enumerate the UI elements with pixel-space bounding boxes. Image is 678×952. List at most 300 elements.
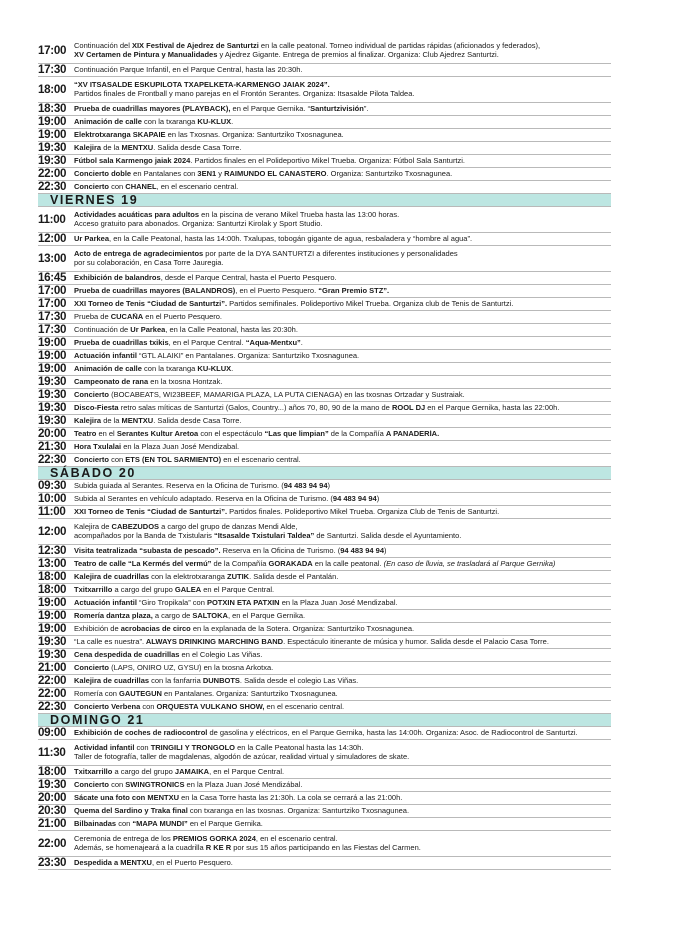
event-text: de la [101,143,122,152]
event-time: 19:00 [38,115,67,129]
event-text: 3EN1 [197,169,217,178]
event-description [73,313,611,322]
event-text: Prueba de [74,312,111,321]
event-description-line [74,523,611,532]
event-description-line [74,66,611,75]
event-description [73,417,611,426]
event-text: (BOCABEATS, WI23BEEF, MAMARIGA PLAZA, LA PUTA CIENAGA) en las txosnas Ortzadar y Sustraiak. [109,390,465,399]
event-text: “GTL ALAIKI” en Pantalanes. Organiza: Santurtziko Txosnagunea. [136,351,360,360]
event-text: Partidos finales de Frontball y mano parejas en el Frontón Serantes. Organiza: Itsasalde Pilota Taldea. [74,89,415,98]
event-text: Actuación infantil [74,351,137,360]
event-text: por sus 15 años participando en las Fiestas del Carmen. [231,843,421,852]
event-text: 94 483 94 94 [283,481,328,490]
event-description-line [74,495,611,504]
event-description-line [74,118,611,127]
event-text: “Las que limpian” [264,429,329,438]
event-row [38,64,611,77]
event-time: 13:00 [38,557,67,571]
event-text: . [231,364,234,373]
event-text: ) [376,494,380,503]
event-text: Fútbol sala Karmengo jaiak 2024 [74,156,191,165]
event-row [38,298,611,311]
event-text: Subida guiada al Serantes. Reserva en la Oficina de Turismo. ( [74,481,284,490]
event-time: 11:00 [38,212,66,226]
event-description [73,638,611,647]
event-description-line [74,794,611,803]
event-text: , en el Parque Central, hasta las 20:30h. [168,65,303,74]
event-text: de la Compañía [328,429,386,438]
event-text: GAUTEGUN [119,689,162,698]
event-text: Subida al Serantes en vehículo adaptado. Reserva en la Oficina de Turismo. ( [74,494,333,503]
event-text: Mendi Alde [258,522,296,531]
event-text: en el Parque Gernika, hasta las 22:00h. [425,403,560,412]
event-description-line [74,105,611,114]
event-row [38,779,611,792]
event-description-line [74,703,611,712]
event-description-line [74,638,611,647]
event-text: CHANEL [125,182,157,191]
event-text: y Ajedrez Gigante. Entrega de premios al finalizar. Organiza: Club Ajedrez Santurtzi. [217,50,499,59]
event-row [38,116,611,129]
event-row [38,688,611,701]
event-text: “Gran Premio STZ”. [318,286,390,295]
event-text: y [216,169,225,178]
event-row [38,831,611,857]
event-time: 19:30 [38,648,67,662]
event-description-line [74,781,611,790]
event-text: DUNBOTS [202,676,240,685]
event-description [73,612,611,621]
event-text: Ceremonia de entrega de los [74,834,173,843]
event-description [73,300,611,309]
event-description [73,835,611,853]
event-text: . [300,338,303,347]
event-row [38,545,611,558]
event-text: de la [101,416,122,425]
event-text: XXI Torneo de Tenis “Ciudad de Santurtzi”. [74,299,228,308]
event-time: 17:30 [38,310,67,324]
event-time: 19:00 [38,349,67,363]
event-description [73,430,611,439]
event-description-line [74,835,611,844]
event-text: retro salas míticas de Santurtzi (Galos, Country...) años 70, 80, 90 de la mano de [118,403,392,412]
event-text: , en el Parque Central. [168,338,246,347]
event-text: “Aqua-Mentxu” [245,338,301,347]
event-description-line [74,144,611,153]
event-description [73,495,611,504]
event-text: , en el Parque Gernika. [227,611,306,620]
event-row [38,649,611,662]
event-text: “MAPA MUNDI” [132,819,188,828]
event-time: 17:00 [38,43,67,57]
event-time: 22:30 [38,700,67,714]
event-description-line [74,313,611,322]
event-text: acompañados por la Banda de Txistularis [74,531,214,540]
event-text: Ur Parkea [74,234,110,243]
event-row [38,415,611,428]
event-text: Actividades acuáticas para adultos [74,210,200,219]
event-text: Kalejira de cuadrillas [74,572,150,581]
event-text: en el Parque Gernika. “ [230,104,311,113]
event-description-line [74,365,611,374]
event-description-line [74,339,611,348]
event-text: (En caso de lluvia, se trasladará al Parque Gernika) [383,559,556,568]
event-time: 18:00 [38,765,67,779]
event-text: Concierto [74,780,110,789]
event-text: Concierto [74,455,110,464]
event-text: “Itsasalde Txistulari Taldea” [213,531,315,540]
event-description [73,144,611,153]
event-description [73,482,611,491]
event-text: Ur Parkea [130,325,166,334]
event-text: ) [384,546,387,555]
event-time: 20:00 [38,791,67,805]
event-text: CABEZUDOS [111,522,160,531]
event-description-line [74,157,611,166]
event-text: a cargo del grupo [112,585,175,594]
event-description [73,794,611,803]
event-description [73,211,611,229]
event-text: en Pantalanes. Organiza: Santurtziko Txosnagunea. [161,689,338,698]
event-time: 19:30 [38,375,67,389]
event-text: en las Txosnas. Organiza: Santurtziko Txosnagunea. [165,130,344,139]
event-row [38,233,611,246]
event-row [38,77,611,103]
event-description [73,339,611,348]
event-description-line [74,508,611,517]
event-description-line [74,183,611,192]
event-description [73,807,611,816]
event-description-line [74,768,611,777]
event-text: , en la Calle Peatonal, hasta las 20:30h. [165,325,298,334]
event-description [73,703,611,712]
event-text: con la txaranga [141,117,198,126]
event-description [73,105,611,114]
event-text: ALWAYS DRINKING MARCHING BAND [144,637,284,646]
event-time: 22:00 [38,674,67,688]
event-time: 19:30 [38,414,67,428]
event-description-line [74,42,611,51]
event-description [73,352,611,361]
event-row [38,597,611,610]
event-time: 19:00 [38,622,67,636]
event-text: POTXIN ETA PATXIN [206,598,280,607]
event-description-line [74,599,611,608]
event-text: de Santurtzi. Salida desde el Ayuntamiento. [314,531,462,540]
event-row [38,519,611,545]
event-text: Hora Txulalai [74,442,122,451]
event-description-line [74,235,611,244]
event-text: Kalejira [74,143,102,152]
event-text: acrobacias de circo [120,624,191,633]
event-text: en la piscina de verano Mikel Trueba hasta las 13:00 horas. [199,210,400,219]
event-row [38,766,611,779]
event-time: 19:00 [38,128,67,142]
event-time: 16:45 [38,271,67,285]
event-time: 18:00 [38,82,67,96]
event-text: ROOL DJ [391,403,426,412]
event-time: 22:30 [38,180,67,194]
event-text: Kalejira [74,416,102,425]
event-description-line [74,259,611,268]
event-text: Continuación de [74,325,131,334]
event-time: 17:00 [38,284,67,298]
event-time: 19:00 [38,609,67,623]
event-text: “XV ITSASALDE ESKUPILOTA TXAPELKETA-KARMENGO JAIAK 2024”. [74,80,330,89]
event-text: Despedida a MENTXU [74,858,152,867]
event-text: en la calle peatonal. [312,559,384,568]
event-description [73,729,611,738]
event-description-line [74,625,611,634]
event-row [38,623,611,636]
event-time: 19:00 [38,362,67,376]
event-text: con la elektrotxaranga [149,572,228,581]
event-row [38,441,611,454]
event-text: R KE R [205,843,232,852]
event-text: Elektrotxaranga SKAPAIE [74,130,166,139]
event-text: ETS (EN TOL SARMIENTO) [125,455,222,464]
event-text: Concierto [74,663,110,672]
event-row [38,402,611,415]
event-description [73,573,611,582]
event-description-line [74,664,611,673]
event-text: con txaranga en las txosnas. Organiza: Santurtziko Txosnagunea. [187,806,410,815]
event-description-line [74,651,611,660]
event-row [38,311,611,324]
event-text: por su colaboración, en Casa Torre Jauregia. [74,258,224,267]
event-text: Animación de calle [74,364,142,373]
event-description [73,118,611,127]
event-text: XIX Festival de Ajedrez de Santurtzi [131,41,259,50]
event-text: Continuación del [74,41,132,50]
event-description-line [74,532,611,541]
event-text: Kalejira de [74,522,112,531]
event-row [38,805,611,818]
event-text: Animación de calle [74,117,142,126]
event-description [73,183,611,192]
event-text: PREMIOS GORKA 2024 [172,834,256,843]
event-description-line [74,430,611,439]
event-time: 21:30 [38,440,67,454]
event-description [73,365,611,374]
event-description-line [74,859,611,868]
event-text: con [109,455,126,464]
event-time: 19:30 [38,141,67,155]
event-text: . Salida desde el Pantalán. [249,572,339,581]
event-description [73,131,611,140]
event-text: Exhibición de coches de radiocontrol [74,728,208,737]
event-text: en la Plaza Juan José Mendizabal. [121,442,240,451]
event-description [73,690,611,699]
event-text: Quema del Sardino y Traka final [74,806,188,815]
event-text: Bilbainadas [74,819,117,828]
event-row [38,675,611,688]
event-text: Exhibición de balandros [74,273,161,282]
event-description-line [74,443,611,452]
event-description-line [74,612,611,621]
event-text: en Pantalanes con [131,169,198,178]
event-text: SWINGTRONICS [125,780,185,789]
event-row [38,636,611,649]
event-text: con el espectáculo [198,429,265,438]
event-row [38,38,611,64]
event-text: en la explanada de la Sotera. Organiza: Santurtziko Txosnagunea. [190,624,415,633]
event-description [73,66,611,75]
event-row [38,103,611,116]
event-description-line [74,586,611,595]
event-description [73,768,611,777]
event-row [38,480,611,493]
event-row [38,168,611,181]
event-time: 22:00 [38,167,67,181]
event-description-line [74,482,611,491]
event-row [38,857,611,870]
event-time: 11:00 [38,505,66,519]
event-text: a cargo del grupo [112,767,175,776]
event-row [38,740,611,766]
event-time: 21:00 [38,661,67,675]
event-row [38,363,611,376]
event-description-line [74,352,611,361]
event-description [73,274,611,283]
event-description [73,820,611,829]
event-text: SALTOKA [192,611,228,620]
event-text: “Giro Tropikala” con [136,598,207,607]
event-description-line [74,820,611,829]
event-text: en la calle peatonal. Torneo individual de partidas rápidas (aficionados y federados), [258,41,541,50]
event-row [38,662,611,675]
event-time: 18:00 [38,583,67,597]
event-text: Sácate una foto con MENTXU [74,793,180,802]
event-description [73,42,611,60]
event-description [73,443,611,452]
event-text: MENTXU [121,416,154,425]
event-text: Campeonato de rana [74,377,149,386]
event-text: en la Plaza Juan José Mendizábal. [184,780,303,789]
event-text: Prueba de cuadrillas txikis [74,338,169,347]
event-row [38,285,611,298]
event-text: Parque Infantil [119,65,169,74]
event-time: 19:30 [38,778,67,792]
event-time: 18:00 [38,570,67,584]
event-row [38,350,611,363]
event-description-line [74,220,611,229]
event-text: ZUTIK [227,572,250,581]
event-row [38,428,611,441]
event-text: Concierto [74,390,110,399]
event-description-line [74,744,611,753]
event-row [38,155,611,168]
event-text: KU-KLUX [197,364,232,373]
event-description [73,235,611,244]
event-text: XV Certamen de Pintura y Manualidades [74,50,218,59]
event-time: 20:30 [38,804,67,818]
event-description [73,586,611,595]
event-description [73,287,611,296]
event-text: en la Casa Torre hasta las 21:30h. La cola se cerrará a las 21:00h. [179,793,403,802]
schedule-list [38,38,611,870]
event-text: JAMAIKA [174,767,210,776]
event-time: 11:30 [38,745,66,759]
event-row [38,389,611,402]
event-row [38,571,611,584]
event-text: , en el escenario central. [255,834,338,843]
event-row [38,727,611,740]
event-time: 19:00 [38,596,67,610]
event-text: con [134,743,151,752]
event-row [38,142,611,155]
event-text: , desde el Parque Central, hasta el Puerto Pesquero. [160,273,337,282]
event-description [73,547,611,556]
event-text: en el escenario central. [221,455,301,464]
event-row [38,610,611,623]
day-header: DOMINGO 21 [38,714,611,727]
event-text: con [116,819,133,828]
event-text: Además, se homenajeará a la cuadrilla [74,843,206,852]
event-row [38,246,611,272]
event-description [73,560,611,569]
event-description-line [74,170,611,179]
event-text: CUCAÑA [110,312,144,321]
event-time: 22:30 [38,453,67,467]
event-time: 12:00 [38,232,67,246]
event-description-line [74,378,611,387]
event-text: “La calle es nuestra”. [74,637,145,646]
event-description-line [74,274,611,283]
event-text: ORQUESTA VULKANO SHOW, [156,702,265,711]
event-text: con la txaranga [141,364,198,373]
event-text: Acceso gratuito para abonados. Organiza: Santurtzi Kirolak y Sport Studio. [74,219,323,228]
event-row [38,324,611,337]
event-text: A PANADERÍA. [385,429,440,438]
event-time: 21:00 [38,817,67,831]
event-text: en la txosna Hontzak. [148,377,223,386]
event-text: . Partidos finales en el Polideportivo Mikel Trueba. Organiza: Fútbol Sala Santurtzi. [190,156,466,165]
event-text: Teatro [74,429,97,438]
event-row [38,584,611,597]
event-text: Santurtzivisión [310,104,364,113]
event-text: Concierto doble [74,169,132,178]
event-row [38,818,611,831]
event-text: . Salida desde el colegio Las Viñas. [239,676,359,685]
event-description [73,404,611,413]
event-description-line [74,753,611,762]
event-time: 17:30 [38,63,67,77]
event-description [73,391,611,400]
event-description-line [74,729,611,738]
event-text: en la Plaza Juan José Mendizabal. [279,598,398,607]
event-text: Visita teatralizada “subasta de pescado”. [74,546,221,555]
event-description-line [74,573,611,582]
event-text: Cena despedida de cuadrillas [74,650,180,659]
event-text: , en el escenario central. [156,182,239,191]
event-description [73,508,611,517]
event-description-line [74,51,611,60]
event-description-line [74,326,611,335]
event-text: Concierto [74,182,110,191]
event-description [73,250,611,268]
event-time: 13:00 [38,251,67,265]
day-header: VIERNES 19 [38,194,611,207]
event-description-line [74,456,611,465]
event-text: XXI Torneo de Tenis “Ciudad de Santurtzi”. [74,507,228,516]
event-text: , en el Puerto Pesquero. [151,858,233,867]
event-description-line [74,287,611,296]
event-text: Prueba de cuadrillas mayores (PLAYBACK), [74,104,231,113]
event-text: Exhibición de [74,624,121,633]
event-description [73,781,611,790]
event-row [38,792,611,805]
